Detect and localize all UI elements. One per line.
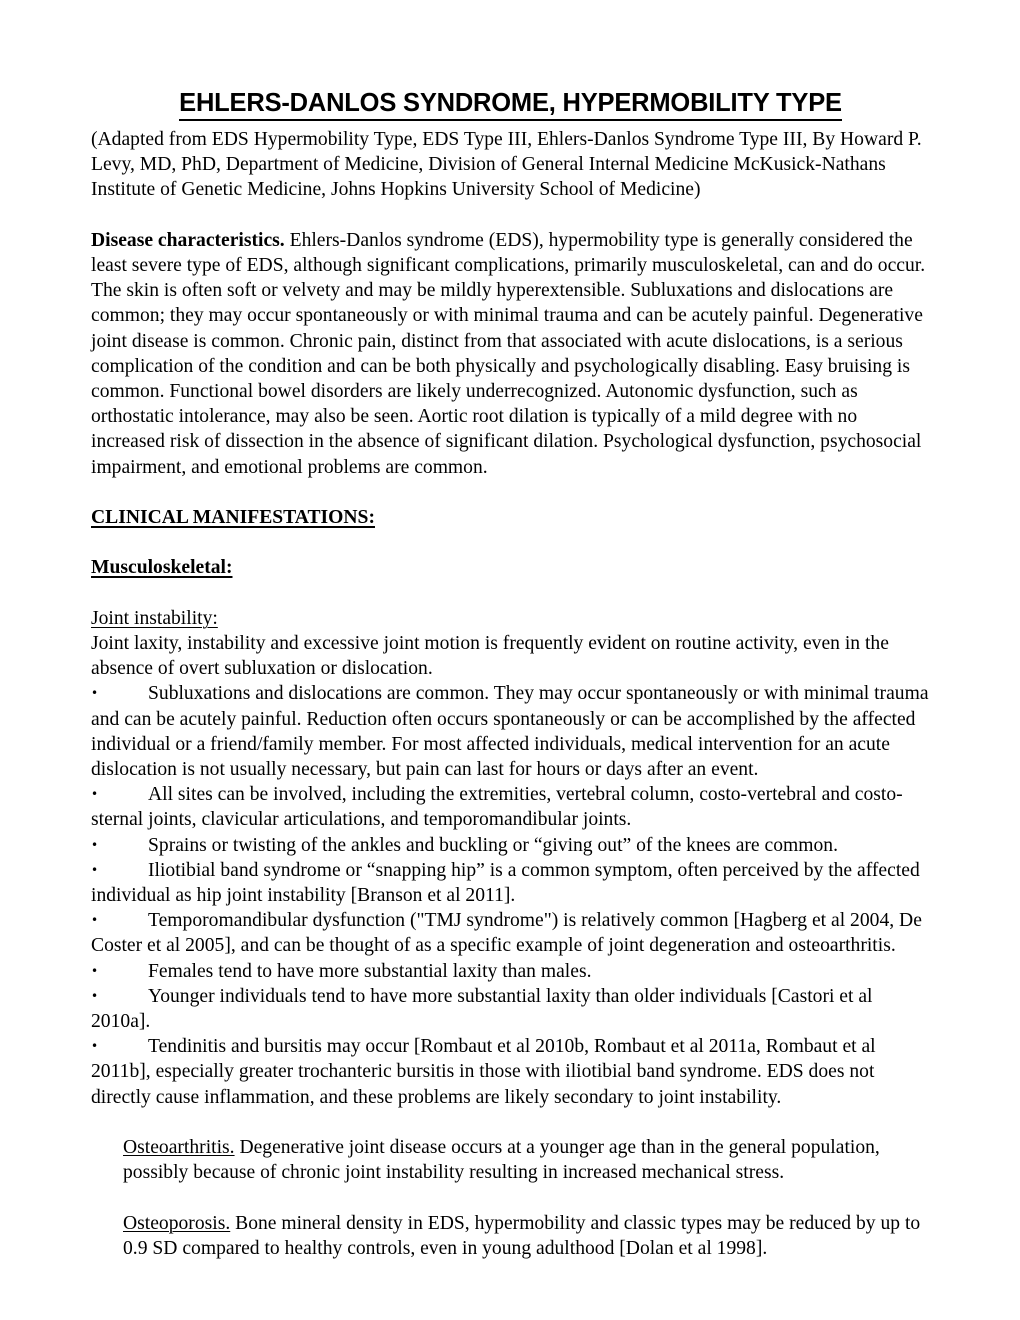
list-item	[91, 1034, 930, 1110]
disease-characteristics-label: Disease characteristics.	[91, 229, 285, 251]
joint-instability-heading-line	[91, 606, 930, 631]
musculoskeletal-heading: Musculoskeletal:	[91, 557, 233, 579]
spacer	[91, 1110, 930, 1135]
osteoporosis-paragraph	[123, 1211, 930, 1261]
osteoarthritis-body: Degenerative joint disease occurs at a younger age than in the general population, possibly because of chronic joint instability resulting in increased mechanical stress.	[123, 1137, 880, 1184]
list-item	[91, 984, 930, 1034]
clinical-manifestations-heading: CLINICAL MANIFESTATIONS:	[91, 507, 375, 529]
list-item-text: Females tend to have more substantial laxity than males.	[148, 960, 592, 982]
osteoporosis-body: Bone mineral density in EDS, hypermobility and classic types may be reduced by up to 0.9 SD compared to healthy controls, even in young adulthood [Dolan et al 1998].	[123, 1212, 921, 1259]
bullet-icon: •	[91, 1039, 99, 1054]
bullet-icon: •	[91, 862, 99, 877]
list-item	[91, 959, 930, 984]
list-item	[91, 858, 930, 908]
bullet-icon: •	[91, 963, 99, 978]
joint-instability-heading: Joint instability:	[91, 607, 218, 629]
spacer	[91, 203, 930, 228]
bullet-icon: •	[91, 837, 99, 852]
osteoarthritis-paragraph	[123, 1135, 930, 1185]
bullet-icon: •	[91, 686, 99, 701]
list-item-text: All sites can be involved, including the extremities, vertebral column, costo-vertebral and costo-sternal joints, clavicular articulations, and temporomandibular joints.	[91, 784, 903, 831]
bullet-icon: •	[91, 787, 99, 802]
list-item-text: Temporomandibular dysfunction ("TMJ syndrome") is relatively common [Hagberg et al 2004, De Coster et al 2005], and can be thought of as a specific example of joint degeneration and osteoarthritis.	[91, 910, 922, 957]
spacer	[91, 480, 930, 505]
list-item-text: Subluxations and dislocations are common. They may occur spontaneously or with minimal trauma and can be acutely painful. Reduction often occurs spontaneously or can be accomplished by the affected individual or a friend/family member. For most affected individuals, medical intervention for an acute dislocation is not usually necessary, but pain can last for hours or days after an event.	[91, 683, 929, 781]
clinical-manifestations-heading-line	[91, 505, 930, 530]
osteoarthritis-label: Osteoarthritis.	[123, 1137, 235, 1159]
list-item	[91, 782, 930, 832]
musculoskeletal-heading-line	[91, 555, 930, 580]
list-item-text: Iliotibial band syndrome or “snapping hip” is a common symptom, often perceived by the affected individual as hip joint instability [Branson et al 2011].	[91, 859, 920, 907]
spacer	[91, 1185, 930, 1210]
list-item	[91, 681, 930, 782]
list-item	[91, 908, 930, 958]
disease-characteristics-body: Ehlers-Danlos syndrome (EDS), hypermobility type is generally considered the least severe type of EDS, although significant complications, primarily musculoskeletal, can and do occur. The skin is often soft or velvety and may be mildly hyperextensible. Subluxations and dislocations are common; they may occur spontaneously or with minimal trauma and can be acutely painful. Degenerative joint disease is common. Chronic pain, distinct from that associated with acute dislocations, is a serious complication of the condition and can be both physically and psychologically disabling. Easy bruising is common. Functional bowel disorders are likely underrecognized. Autonomic dysfunction, such as orthostatic intolerance, may also be seen. Aortic root dilation is typically of a mild degree with no increased risk of dissection in the absence of significant dilation. Psychological dysfunction, psychosocial impairment, and emotional problems are common.	[91, 229, 926, 478]
disease-characteristics-paragraph	[91, 228, 930, 480]
spacer	[91, 581, 930, 606]
bullet-icon: •	[91, 913, 99, 928]
spacer	[91, 530, 930, 555]
list-item-text: Sprains or twisting of the ankles and buckling or “giving out” of the knees are common.	[148, 834, 838, 856]
list-item	[91, 833, 930, 858]
page-title	[91, 88, 930, 121]
bullet-icon: •	[91, 988, 99, 1003]
list-item-text: Younger individuals tend to have more substantial laxity than older individuals [Castori et al 2010a].	[91, 985, 873, 1033]
attribution-paragraph: (Adapted from EDS Hypermobility Type, EDS Type III, Ehlers-Danlos Syndrome Type III, By Howard P. Levy, MD, PhD, Department of Medicine, Division of General Internal Medicine McKusick-Nathans Institute of Genetic Medicine, Johns Hopkins University School of Medicine)	[91, 129, 922, 201]
joint-instability-intro: Joint laxity, instability and excessive joint motion is frequently evident on routine activity, even in the absence of overt subluxation or dislocation.	[91, 633, 889, 680]
osteoporosis-label: Osteoporosis.	[123, 1212, 231, 1234]
list-item-text: Tendinitis and bursitis may occur [Rombaut et al 2010b, Rombaut et al 2011a, Rombaut et al 2011b], especially greater trochanteric bursitis in those with iliotibial band syndrome. EDS does not directly cause inflammation, and these problems are likely secondary to joint instability.	[91, 1036, 876, 1108]
page-title-text: EHLERS-DANLOS SYNDROME, HYPERMOBILITY TYPE	[179, 88, 842, 121]
